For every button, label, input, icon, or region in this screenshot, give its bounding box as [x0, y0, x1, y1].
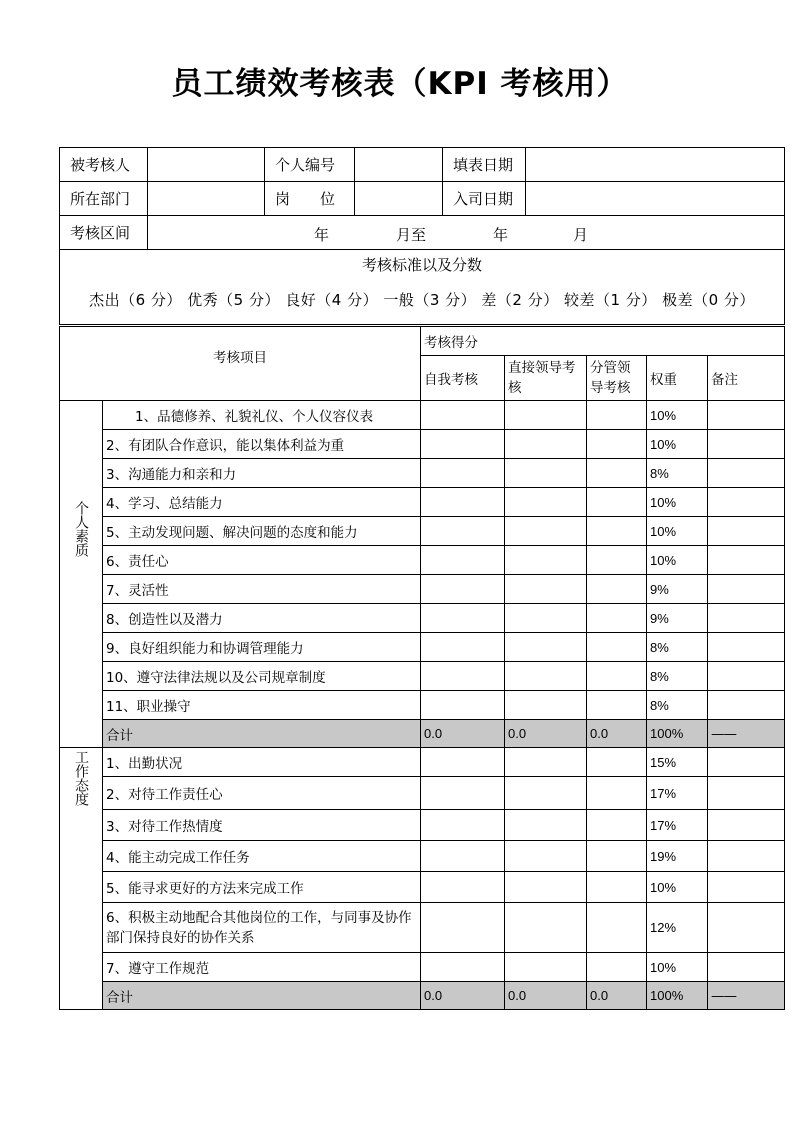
table-row	[60, 633, 785, 662]
direct-score-cell[interactable]	[505, 430, 587, 459]
table-row	[60, 488, 785, 517]
remark-cell[interactable]	[708, 872, 785, 903]
remark-cell[interactable]	[708, 459, 785, 488]
total-direct-score: 0.0	[505, 720, 587, 748]
self-score-cell[interactable]	[421, 459, 505, 488]
item-label: 4、学习、总结能力	[103, 488, 421, 517]
total-direct-score: 0.0	[505, 982, 587, 1010]
direct-score-cell[interactable]	[505, 633, 587, 662]
table-row	[60, 841, 785, 872]
weight-value: 17%	[647, 777, 708, 810]
table-row	[60, 517, 785, 546]
direct-score-cell[interactable]	[505, 748, 587, 777]
join-date-field[interactable]	[526, 182, 785, 216]
total-label: 合计	[103, 982, 421, 1010]
remark-cell[interactable]	[708, 401, 785, 430]
item-label: 9、良好组织能力和协调管理能力	[103, 633, 421, 662]
weight-value: 8%	[647, 691, 708, 720]
direct-score-cell[interactable]	[505, 546, 587, 575]
header-info-table	[59, 147, 785, 325]
self-score-cell[interactable]	[421, 810, 505, 841]
remark-cell[interactable]	[708, 953, 785, 982]
division-score-cell[interactable]	[587, 903, 647, 953]
division-score-cell[interactable]	[587, 872, 647, 903]
section-name: 工作态度	[73, 750, 89, 806]
total-row	[60, 982, 785, 1010]
direct-leader-header: 直接领导考核	[505, 356, 587, 401]
period-month2: 月	[573, 226, 589, 244]
scoring-standard	[60, 250, 785, 325]
table-row	[60, 662, 785, 691]
department-field[interactable]	[148, 182, 265, 216]
table-row	[60, 691, 785, 720]
direct-score-cell[interactable]	[505, 401, 587, 430]
self-score-cell[interactable]	[421, 517, 505, 546]
direct-score-cell[interactable]	[505, 575, 587, 604]
fill-date-label: 填表日期	[443, 148, 526, 182]
division-leader-header: 分管领导考核	[587, 356, 647, 401]
fill-date-field[interactable]	[526, 148, 785, 182]
self-score-cell[interactable]	[421, 488, 505, 517]
join-date-label: 入司日期	[443, 182, 526, 216]
score-group-header: 考核得分	[421, 327, 785, 356]
reviewee-label: 被考核人	[60, 148, 148, 182]
division-score-cell[interactable]	[587, 546, 647, 575]
division-score-cell[interactable]	[587, 691, 647, 720]
total-row	[60, 720, 785, 748]
standard-scale: 杰出（6 分） 优秀（5 分） 良好（4 分） 一般（3 分） 差（2 分） 较差（1 分） 极差（0 分）	[89, 291, 755, 309]
position-label: 岗 位	[265, 182, 355, 216]
remark-cell[interactable]	[708, 604, 785, 633]
total-remark: ——	[708, 720, 785, 748]
weight-value: 8%	[647, 459, 708, 488]
item-label: 5、主动发现问题、解决问题的态度和能力	[103, 517, 421, 546]
direct-score-cell[interactable]	[505, 662, 587, 691]
self-score-cell[interactable]	[421, 662, 505, 691]
table-row	[60, 430, 785, 459]
weight-value: 10%	[647, 546, 708, 575]
remark-cell[interactable]	[708, 575, 785, 604]
division-score-cell[interactable]	[587, 953, 647, 982]
total-self-score: 0.0	[421, 982, 505, 1010]
weight-value: 9%	[647, 575, 708, 604]
table-row	[60, 459, 785, 488]
direct-score-cell[interactable]	[505, 604, 587, 633]
total-division-score: 0.0	[587, 982, 647, 1010]
assessment-table	[59, 326, 785, 1010]
table-row	[60, 810, 785, 841]
weight-value: 10%	[647, 953, 708, 982]
self-score-cell[interactable]	[421, 604, 505, 633]
table-row	[60, 872, 785, 903]
reviewee-field[interactable]	[148, 148, 265, 182]
weight-value: 15%	[647, 748, 708, 777]
table-row	[60, 953, 785, 982]
item-label: 5、能寻求更好的方法来完成工作	[103, 872, 421, 903]
department-label: 所在部门	[60, 182, 148, 216]
item-label: 2、有团队合作意识，能以集体利益为重	[103, 430, 421, 459]
self-score-cell[interactable]	[421, 546, 505, 575]
division-score-cell[interactable]	[587, 662, 647, 691]
division-score-cell[interactable]	[587, 488, 647, 517]
section-work-attitude-label	[60, 748, 103, 1010]
total-division-score: 0.0	[587, 720, 647, 748]
direct-score-cell[interactable]	[505, 903, 587, 953]
section-name: 个人素质	[73, 501, 89, 557]
direct-score-cell[interactable]	[505, 459, 587, 488]
division-score-cell[interactable]	[587, 810, 647, 841]
remark-cell[interactable]	[708, 662, 785, 691]
weight-value: 8%	[647, 662, 708, 691]
total-weight: 100%	[647, 982, 708, 1010]
remark-cell[interactable]	[708, 903, 785, 953]
employee-id-label: 个人编号	[265, 148, 355, 182]
item-label: 11、职业操守	[103, 691, 421, 720]
weight-value: 19%	[647, 841, 708, 872]
direct-score-cell[interactable]	[505, 488, 587, 517]
division-score-cell[interactable]	[587, 430, 647, 459]
direct-score-cell[interactable]	[505, 810, 587, 841]
period-year1: 年	[314, 226, 330, 244]
direct-score-cell[interactable]	[505, 872, 587, 903]
table-row	[60, 903, 785, 953]
item-label: 7、灵活性	[103, 575, 421, 604]
remark-cell[interactable]	[708, 633, 785, 662]
direct-score-cell[interactable]	[505, 777, 587, 810]
weight-value: 12%	[647, 903, 708, 953]
direct-score-cell[interactable]	[505, 517, 587, 546]
item-label: 4、能主动完成工作任务	[103, 841, 421, 872]
item-label: 7、遵守工作规范	[103, 953, 421, 982]
table-row	[60, 546, 785, 575]
division-score-cell[interactable]	[587, 841, 647, 872]
item-label: 10、遵守法律法规以及公司规章制度	[103, 662, 421, 691]
self-score-cell[interactable]	[421, 777, 505, 810]
remark-cell[interactable]	[708, 488, 785, 517]
self-score-cell[interactable]	[421, 953, 505, 982]
weight-header: 权重	[647, 356, 708, 401]
item-label: 8、创造性以及潜力	[103, 604, 421, 633]
period-month-to: 月至	[396, 226, 427, 244]
item-label: 6、积极主动地配合其他岗位的工作，与同事及协作部门保持良好的协作关系	[103, 903, 421, 953]
self-score-cell[interactable]	[421, 841, 505, 872]
item-column-header: 考核项目	[60, 327, 421, 401]
total-label: 合计	[103, 720, 421, 748]
division-score-cell[interactable]	[587, 633, 647, 662]
self-score-cell[interactable]	[421, 401, 505, 430]
table-row	[60, 777, 785, 810]
remark-cell[interactable]	[708, 691, 785, 720]
remark-header: 备注	[708, 356, 785, 401]
total-self-score: 0.0	[421, 720, 505, 748]
table-row	[60, 604, 785, 633]
position-field[interactable]	[355, 182, 443, 216]
division-score-cell[interactable]	[587, 517, 647, 546]
weight-value: 10%	[647, 872, 708, 903]
self-score-cell[interactable]	[421, 748, 505, 777]
self-score-cell[interactable]	[421, 903, 505, 953]
weight-value: 17%	[647, 810, 708, 841]
remark-cell[interactable]	[708, 517, 785, 546]
direct-score-cell[interactable]	[505, 953, 587, 982]
division-score-cell[interactable]	[587, 748, 647, 777]
division-score-cell[interactable]	[587, 777, 647, 810]
remark-cell[interactable]	[708, 777, 785, 810]
period-year2: 年	[493, 226, 509, 244]
self-score-cell[interactable]	[421, 633, 505, 662]
direct-score-cell[interactable]	[505, 841, 587, 872]
remark-cell[interactable]	[708, 546, 785, 575]
weight-value: 8%	[647, 633, 708, 662]
employee-id-field[interactable]	[355, 148, 443, 182]
item-label: 1、品德修养、礼貌礼仪、个人仪容仪表	[103, 401, 421, 430]
period-field[interactable]	[148, 216, 785, 250]
table-row	[60, 575, 785, 604]
weight-value: 10%	[647, 488, 708, 517]
weight-value: 10%	[647, 430, 708, 459]
item-label: 6、责任心	[103, 546, 421, 575]
remark-cell[interactable]	[708, 748, 785, 777]
self-score-cell[interactable]	[421, 430, 505, 459]
item-label: 3、沟通能力和亲和力	[103, 459, 421, 488]
form-title: 员工绩效考核表（KPI 考核用）	[171, 66, 629, 102]
weight-value: 10%	[647, 401, 708, 430]
remark-cell[interactable]	[708, 810, 785, 841]
remark-cell[interactable]	[708, 841, 785, 872]
standard-title: 考核标准以及分数	[361, 256, 482, 274]
item-label: 2、对待工作责任心	[103, 777, 421, 810]
direct-score-cell[interactable]	[505, 691, 587, 720]
division-score-cell[interactable]	[587, 575, 647, 604]
table-row	[60, 748, 785, 777]
division-score-cell[interactable]	[587, 401, 647, 430]
total-remark: ——	[708, 982, 785, 1010]
weight-value: 10%	[647, 517, 708, 546]
item-label: 1、出勤状况	[103, 748, 421, 777]
table-row	[60, 401, 785, 430]
self-assessment-header: 自我考核	[421, 356, 505, 401]
section-personal-quality-label	[60, 401, 103, 748]
self-score-cell[interactable]	[421, 872, 505, 903]
weight-value: 9%	[647, 604, 708, 633]
remark-cell[interactable]	[708, 430, 785, 459]
division-score-cell[interactable]	[587, 459, 647, 488]
self-score-cell[interactable]	[421, 691, 505, 720]
self-score-cell[interactable]	[421, 575, 505, 604]
period-label: 考核区间	[60, 216, 148, 250]
item-label: 3、对待工作热情度	[103, 810, 421, 841]
total-weight: 100%	[647, 720, 708, 748]
division-score-cell[interactable]	[587, 604, 647, 633]
